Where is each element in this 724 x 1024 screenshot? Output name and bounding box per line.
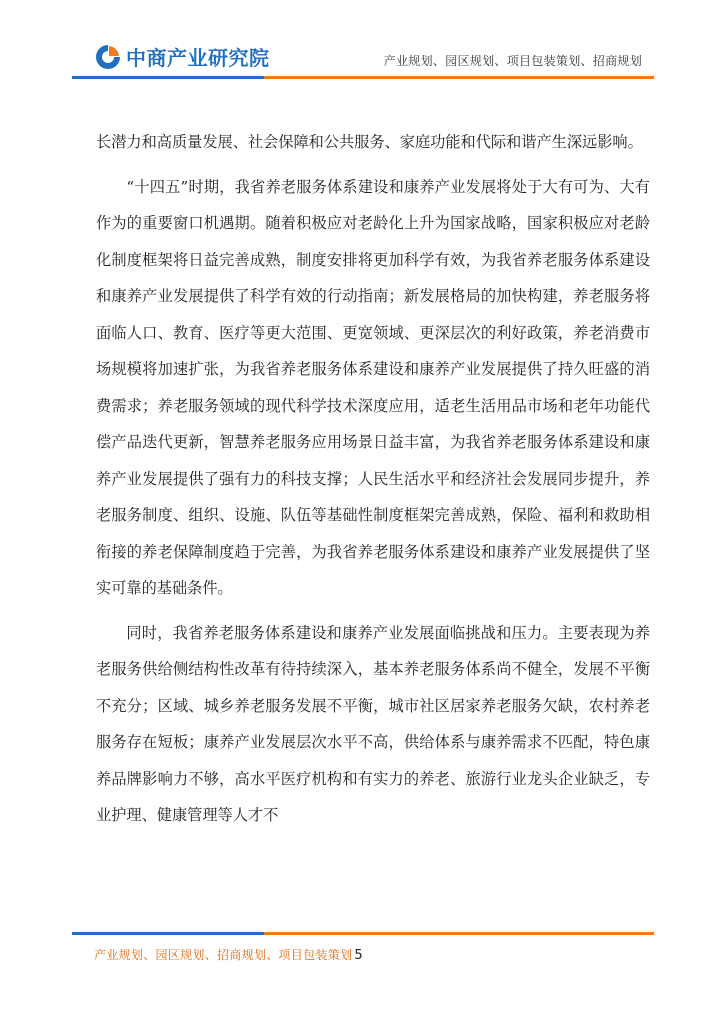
logo-mark-icon	[94, 43, 122, 71]
header-divider-blue	[72, 76, 264, 79]
logo-text: 中商产业研究院	[126, 46, 270, 70]
company-logo	[94, 42, 270, 71]
header-tagline: 产业规划、园区规划、项目包装策划、招商规划	[383, 54, 642, 68]
paragraph-opportunity: “十四五”时期，我省养老服务体系建设和康养产业发展将处于大有可为、大有作为的重要窗口机遇期。随着积极应对老龄化上升为国家战略，国家积极应对老龄化制度框架将日益完善成熟，制度安排将更加科学有效，为我省养老服务体系建设和康养产业发展提供了科学有效的行动指南；新发展格局的加快构建，养老服务将面临人口、教育、医疗等更大范围、更宽领域、更深层次的利好政策，养老消费市场规模将加速扩张，为我省养老服务体系建设和康养产业发展提供了持久旺盛的消费需求；养老服务领域的现代科学技术深度应用，适老生活用品市场和老年功能代偿产品迭代更新，智慧养老服务应用场景日益丰富，为我省养老服务体系建设和康养产业发展提供了强有力的科技支撑；人民生活水平和经济社会发展同步提升，养老服务制度、组织、设施、队伍等基础性制度框架完善成熟，保险、福利和救助相衔接的养老保障制度趋于完善，为我省养老服务体系建设和康养产业发展提供了坚实可靠的基础条件。	[96, 177, 650, 597]
page-header	[0, 0, 724, 90]
footer-divider-orange	[264, 932, 654, 935]
paragraph-challenges: 同时，我省养老服务体系建设和康养产业发展面临挑战和压力。主要表现为养老服务供给侧结构性改革有待持续深入，基本养老服务体系尚不健全，发展不平衡不充分；区域、城乡养老服务发展不平衡，城市社区居家养老服务欠缺，农村养老服务存在短板；康养产业发展层次水平不高，供给体系与康养需求不匹配，特色康养品牌影响力不够，高水平医疗机构和有实力的养老、旅游行业龙头企业缺乏，专业护理、健康管理等人才不	[96, 623, 650, 824]
page-number: 5	[354, 948, 363, 963]
page-footer	[94, 946, 363, 963]
footer-text: 产业规划、园区规划、招商规划、项目包装策划	[94, 948, 353, 962]
body-text	[96, 124, 650, 834]
footer-divider-blue	[72, 932, 264, 935]
header-divider-orange	[264, 76, 654, 79]
paragraph-continuation: 长潜力和高质量发展、社会保障和公共服务、家庭功能和代际和谐产生深远影响。	[96, 133, 643, 151]
